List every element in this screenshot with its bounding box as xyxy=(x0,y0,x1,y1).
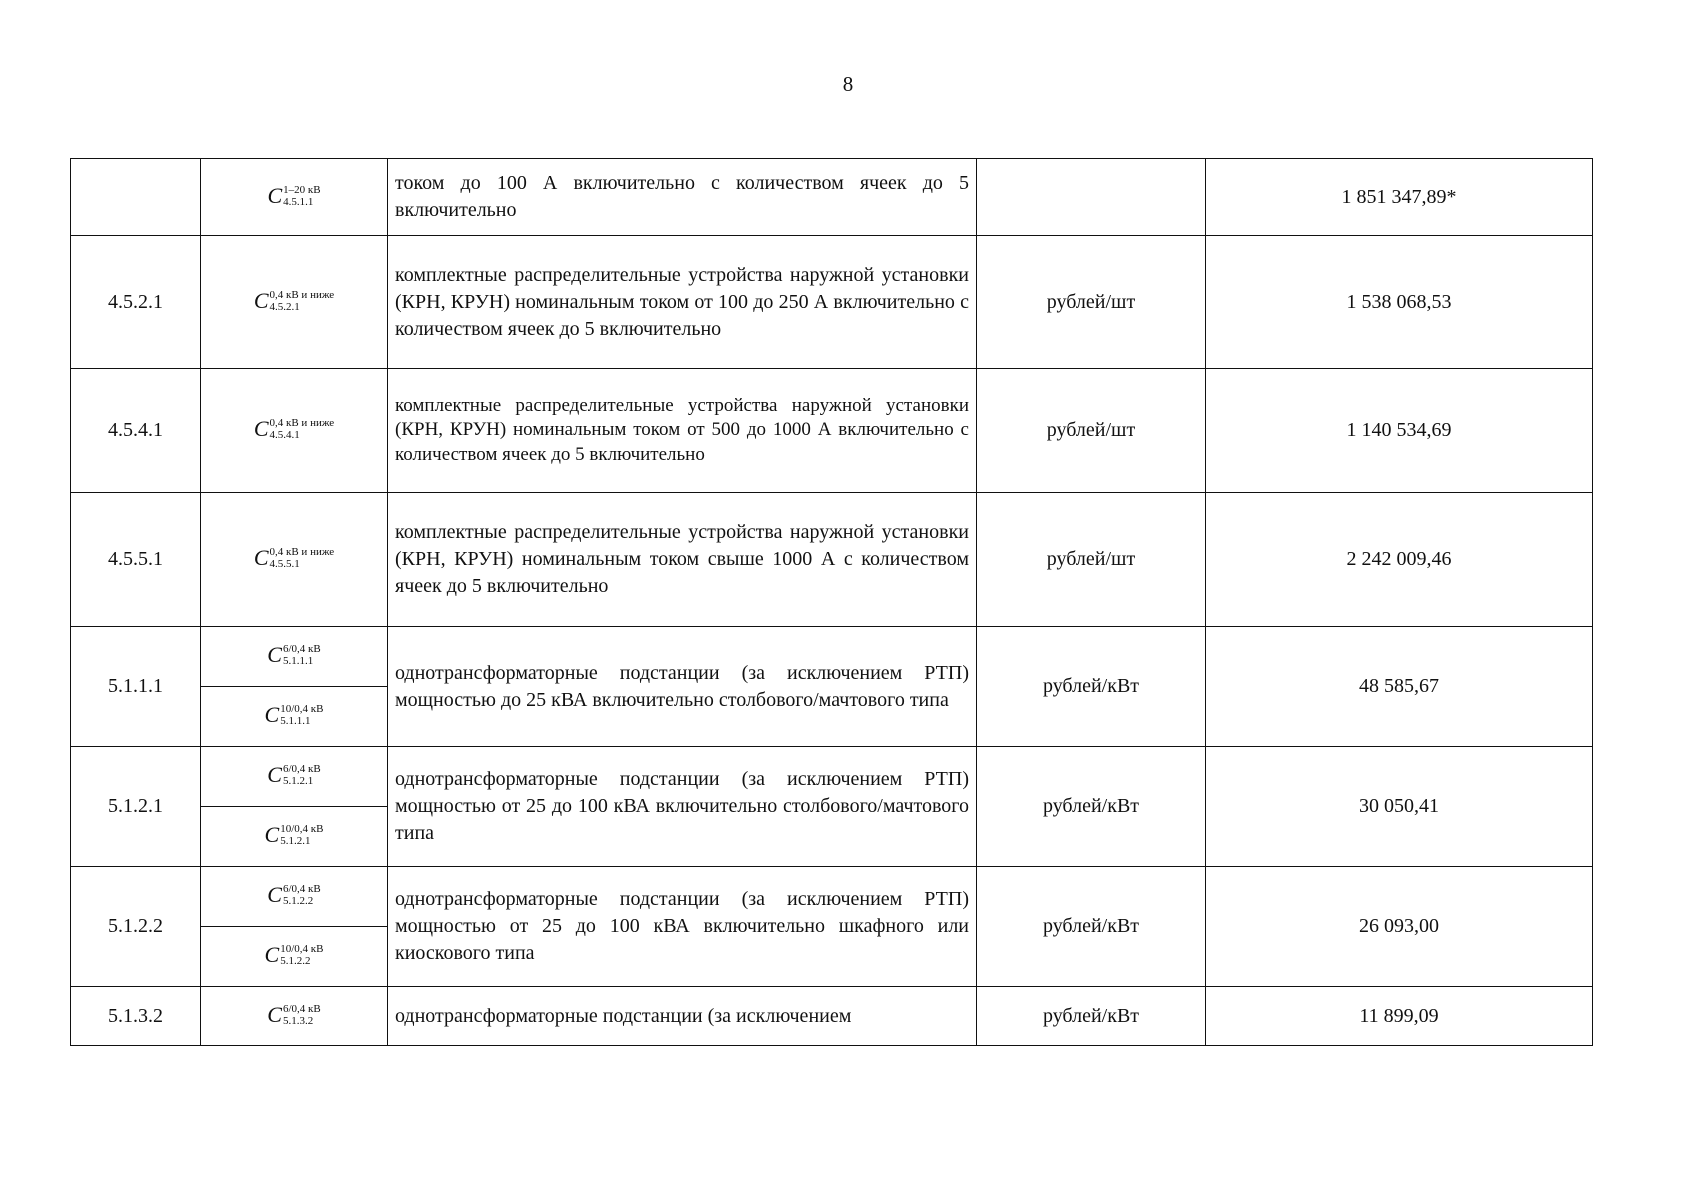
row-value: 30 050,41 xyxy=(1206,747,1593,867)
rate-code xyxy=(201,627,388,687)
table-row xyxy=(71,867,1593,927)
row-number: 4.5.5.1 xyxy=(71,493,201,627)
rate-code xyxy=(201,687,388,747)
rate-symbol: C 0,4 кВ и ниже 4.5.4.1 xyxy=(253,416,335,441)
table-row xyxy=(71,159,1593,236)
rate-symbol: C 6/0,4 кВ 5.1.2.1 xyxy=(267,762,321,787)
rate-code xyxy=(201,369,388,493)
rate-code xyxy=(201,987,388,1046)
row-description: однотрансформаторные подстанции (за исключением РТП) мощностью от 25 до 100 кВА включительно столбового/мачтового типа xyxy=(388,747,977,867)
row-description: комплектные распределительные устройства наружной установки (КРН, КРУН) номинальным током от 500 до 1000 А включительно с количеством ячеек до 5 включительно xyxy=(388,369,977,493)
table-row xyxy=(71,236,1593,369)
row-value: 26 093,00 xyxy=(1206,867,1593,987)
row-number: 4.5.2.1 xyxy=(71,236,201,369)
row-value: 1 140 534,69 xyxy=(1206,369,1593,493)
row-description: током до 100 А включительно с количеством ячеек до 5 включительно xyxy=(388,159,977,236)
table-row xyxy=(71,627,1593,687)
row-value: 1 851 347,89* xyxy=(1206,159,1593,236)
rate-code xyxy=(201,747,388,807)
rate-symbol: C 10/0,4 кВ 5.1.1.1 xyxy=(264,702,324,727)
rate-symbol: C 6/0,4 кВ 5.1.2.2 xyxy=(267,882,321,907)
table-row xyxy=(71,369,1593,493)
tariff-table xyxy=(70,158,1593,1046)
table-row xyxy=(71,493,1593,627)
rate-symbol: C 10/0,4 кВ 5.1.2.2 xyxy=(264,942,324,967)
row-unit: рублей/кВт xyxy=(977,867,1206,987)
row-unit: рублей/шт xyxy=(977,493,1206,627)
row-number xyxy=(71,159,201,236)
row-unit: рублей/кВт xyxy=(977,627,1206,747)
rate-symbol: C 10/0,4 кВ 5.1.2.1 xyxy=(264,822,324,847)
rate-symbol: C 0,4 кВ и ниже 4.5.2.1 xyxy=(253,287,335,313)
rate-symbol: C 6/0,4 кВ 5.1.1.1 xyxy=(267,642,321,667)
row-value: 2 242 009,46 xyxy=(1206,493,1593,627)
row-number: 4.5.4.1 xyxy=(71,369,201,493)
row-number: 5.1.1.1 xyxy=(71,627,201,747)
rate-code xyxy=(201,236,388,369)
row-description: однотрансформаторные подстанции (за исключением РТП) мощностью от 25 до 100 кВА включительно шкафного или киоскового типа xyxy=(388,867,977,987)
row-value: 1 538 068,53 xyxy=(1206,236,1593,369)
row-number: 5.1.2.2 xyxy=(71,867,201,987)
row-unit: рублей/шт xyxy=(977,369,1206,493)
row-description: комплектные распределительные устройства наружной установки (КРН, КРУН) номинальным током свыше 1000 А с количеством ячеек до 5 включительно xyxy=(388,493,977,627)
rate-symbol: C 1–20 кВ 4.5.1.1 xyxy=(267,182,321,208)
rate-code xyxy=(201,493,388,627)
row-description: однотрансформаторные подстанции (за исключением xyxy=(388,987,977,1046)
row-number: 5.1.3.2 xyxy=(71,987,201,1046)
row-unit: рублей/кВт xyxy=(977,747,1206,867)
row-value: 11 899,09 xyxy=(1206,987,1593,1046)
rate-code xyxy=(201,807,388,867)
rate-code xyxy=(201,159,388,236)
rate-symbol: C 0,4 кВ и ниже 4.5.5.1 xyxy=(253,545,335,570)
row-value: 48 585,67 xyxy=(1206,627,1593,747)
rate-code xyxy=(201,927,388,987)
table-row xyxy=(71,747,1593,807)
row-unit: рублей/кВт xyxy=(977,987,1206,1046)
page-number: 8 xyxy=(842,72,854,96)
row-unit xyxy=(977,159,1206,236)
row-description: однотрансформаторные подстанции (за исключением РТП) мощностью до 25 кВА включительно столбового/мачтового типа xyxy=(388,627,977,747)
rate-code xyxy=(201,867,388,927)
rate-symbol: C 6/0,4 кВ 5.1.3.2 xyxy=(267,1001,321,1027)
row-unit: рублей/шт xyxy=(977,236,1206,369)
row-description: комплектные распределительные устройства наружной установки (КРН, КРУН) номинальным током от 100 до 250 А включительно с количеством ячеек до 5 включительно xyxy=(388,236,977,369)
row-number: 5.1.2.1 xyxy=(71,747,201,867)
table-row xyxy=(71,987,1593,1046)
